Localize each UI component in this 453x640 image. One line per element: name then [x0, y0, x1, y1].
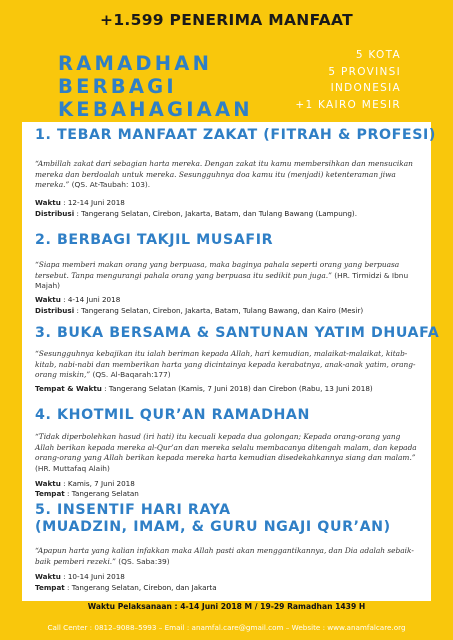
quote-text: “Ambillah zakat dari sebagian harta mereka. Dengan zakat itu kamu membersihkan dan mensucikan mereka dan berdoalah untuk mereka. Sesungguhnya doa kamu itu (menjadi) ketenteraman jiwa mereka.” [35, 159, 413, 190]
info-value: : Tangerang Selatan, Cirebon, Jakarta, Batam, Tulang Bawang, dan Kairo (Mesir) [76, 306, 364, 315]
reach-line: +1 KAIRO MESIR [295, 98, 401, 111]
quote-source: (HR. Tirmidzi & Ibnu Majah) [35, 270, 409, 291]
program-title-subline: (MUADZIN, IMAM, & GURU NGAJI QUR’AN) [35, 519, 391, 535]
info-value: : Tangerang Selatan, Cirebon, dan Jakarta [67, 583, 217, 592]
info-value: : 10-14 Juni 2018 [63, 572, 125, 581]
program-quote [35, 260, 421, 292]
program-time [35, 198, 427, 208]
program-time [35, 295, 427, 305]
program-quote [35, 432, 421, 474]
program-title: 2. BERBAGI TAKJIL MUSAFIR [35, 232, 274, 248]
info-value: : Tangerang Selatan (Kamis, 7 Juni 2018) dan Cirebon (Rabu, 13 Juni 2018) [104, 384, 373, 393]
reach-line: 5 KOTA [355, 49, 401, 61]
campaign-title-line: KEBAHAGIAAN [58, 98, 253, 121]
reach-line: INDONESIA [330, 82, 401, 94]
quote-source: (QS. Al-Baqarah:177) [92, 370, 171, 380]
campaign-title-line: RAMADHAN [58, 52, 213, 75]
quote-text: “Siapa memberi makan orang yang berpuasa, maka baginya pahala seperti orang yang berpuasa tersebut. Tanpa mengurangi pahala orang yang berpuasa itu sedikit pun juga.” [35, 260, 400, 280]
info-value: : Tangerang Selatan [67, 489, 139, 498]
info-label: Distribusi [35, 306, 75, 315]
info-value: : Tangerang Selatan, Cirebon, Jakarta, Batam, dan Tulang Bawang (Lampung). [76, 209, 357, 218]
info-label: Distribusi [35, 209, 75, 218]
info-value: : 12-14 Juni 2018 [63, 198, 125, 207]
call-center: Call Center : 0812–9088–5993 [47, 623, 157, 632]
info-label: Tempat [35, 489, 65, 498]
campaign-reach [295, 47, 401, 113]
quote-source: (QS. Saba:39) [118, 556, 170, 566]
program-time [35, 572, 427, 582]
campaign-title-line: BERBAGI [58, 75, 177, 98]
website-link[interactable]: Website : www.anamfalcare.org [291, 623, 406, 632]
implementation-period: Waktu Pelaksanaan : 4-14 Juni 2018 M / 19-29 Ramadhan 1439 H [87, 602, 366, 611]
campaign-header [0, 40, 453, 122]
info-label: Tempat [35, 583, 65, 592]
program-place [35, 583, 427, 593]
quote-source: (QS. At-Taubah: 103). [71, 180, 151, 190]
info-value: : 4-14 Juni 2018 [63, 295, 121, 304]
info-value: : Kamis, 7 Juni 2018 [63, 479, 135, 488]
email-link[interactable]: Email : anamfal.care@gmail.com [164, 623, 284, 632]
separator: – [156, 623, 165, 632]
program-distribution [35, 306, 427, 316]
program-quote [35, 546, 421, 567]
beneficiaries-banner: +1.599 PENERIMA MANFAAT [100, 11, 353, 29]
info-label: Waktu [35, 479, 61, 488]
contact-bar [0, 616, 453, 640]
program-title: 4. KHOTMIL QUR’AN RAMADHAN [35, 407, 310, 423]
reach-line: 5 PROVINSI [328, 65, 401, 78]
quote-text: “Sesungguhnya kebajikan itu ialah beriman kepada Allah, hari kemudian, malaikat-malaikat, kitab-kitab, nabi-nabi dan memberikan harta yang dicintainya kepada kerabatnya, anak-anak yatim, orang-orang miskin,” [35, 349, 416, 380]
program-place-time [35, 384, 427, 394]
quote-text: “Tidak diperbolehkan hasud (iri hati) itu kecuali kepada dua golongan; Kepada orang-orang yang Allah berikan kepada mereka al-Qur’an dan mereka selalu membacanya ditengah malam, dan kepada orang-orang yang Allah berikan kepada mereka harta kemudian disedekahkannya siang dan malam.” [35, 432, 417, 463]
quote-text: “Apapun harta yang kalian infakkan maka Allah pasti akan menggantikannya, dan Dia adalah sebaik-baik pemberi rezeki.” [35, 546, 414, 566]
program-place [35, 489, 427, 499]
info-label: Waktu [35, 572, 61, 581]
program-quote [35, 349, 421, 381]
campaign-title [58, 52, 253, 121]
separator: – [283, 623, 292, 632]
info-label: Waktu [35, 198, 61, 207]
program-title: 3. BUKA BERSAMA & SANTUNAN YATIM DHUAFA [35, 325, 440, 341]
quote-source: (HR. Muttafaq Alaih) [35, 463, 110, 473]
program-title: 1. TEBAR MANFAAT ZAKAT (FITRAH & PROFESI) [35, 127, 437, 143]
info-label: Waktu [35, 295, 61, 304]
info-label: Tempat & Waktu [35, 384, 102, 393]
program-title: 5. INSENTIF HARI RAYA [35, 502, 231, 518]
program-quote [35, 159, 421, 191]
programs-card [22, 122, 440, 601]
program-time [35, 479, 427, 489]
program-distribution [35, 209, 427, 219]
